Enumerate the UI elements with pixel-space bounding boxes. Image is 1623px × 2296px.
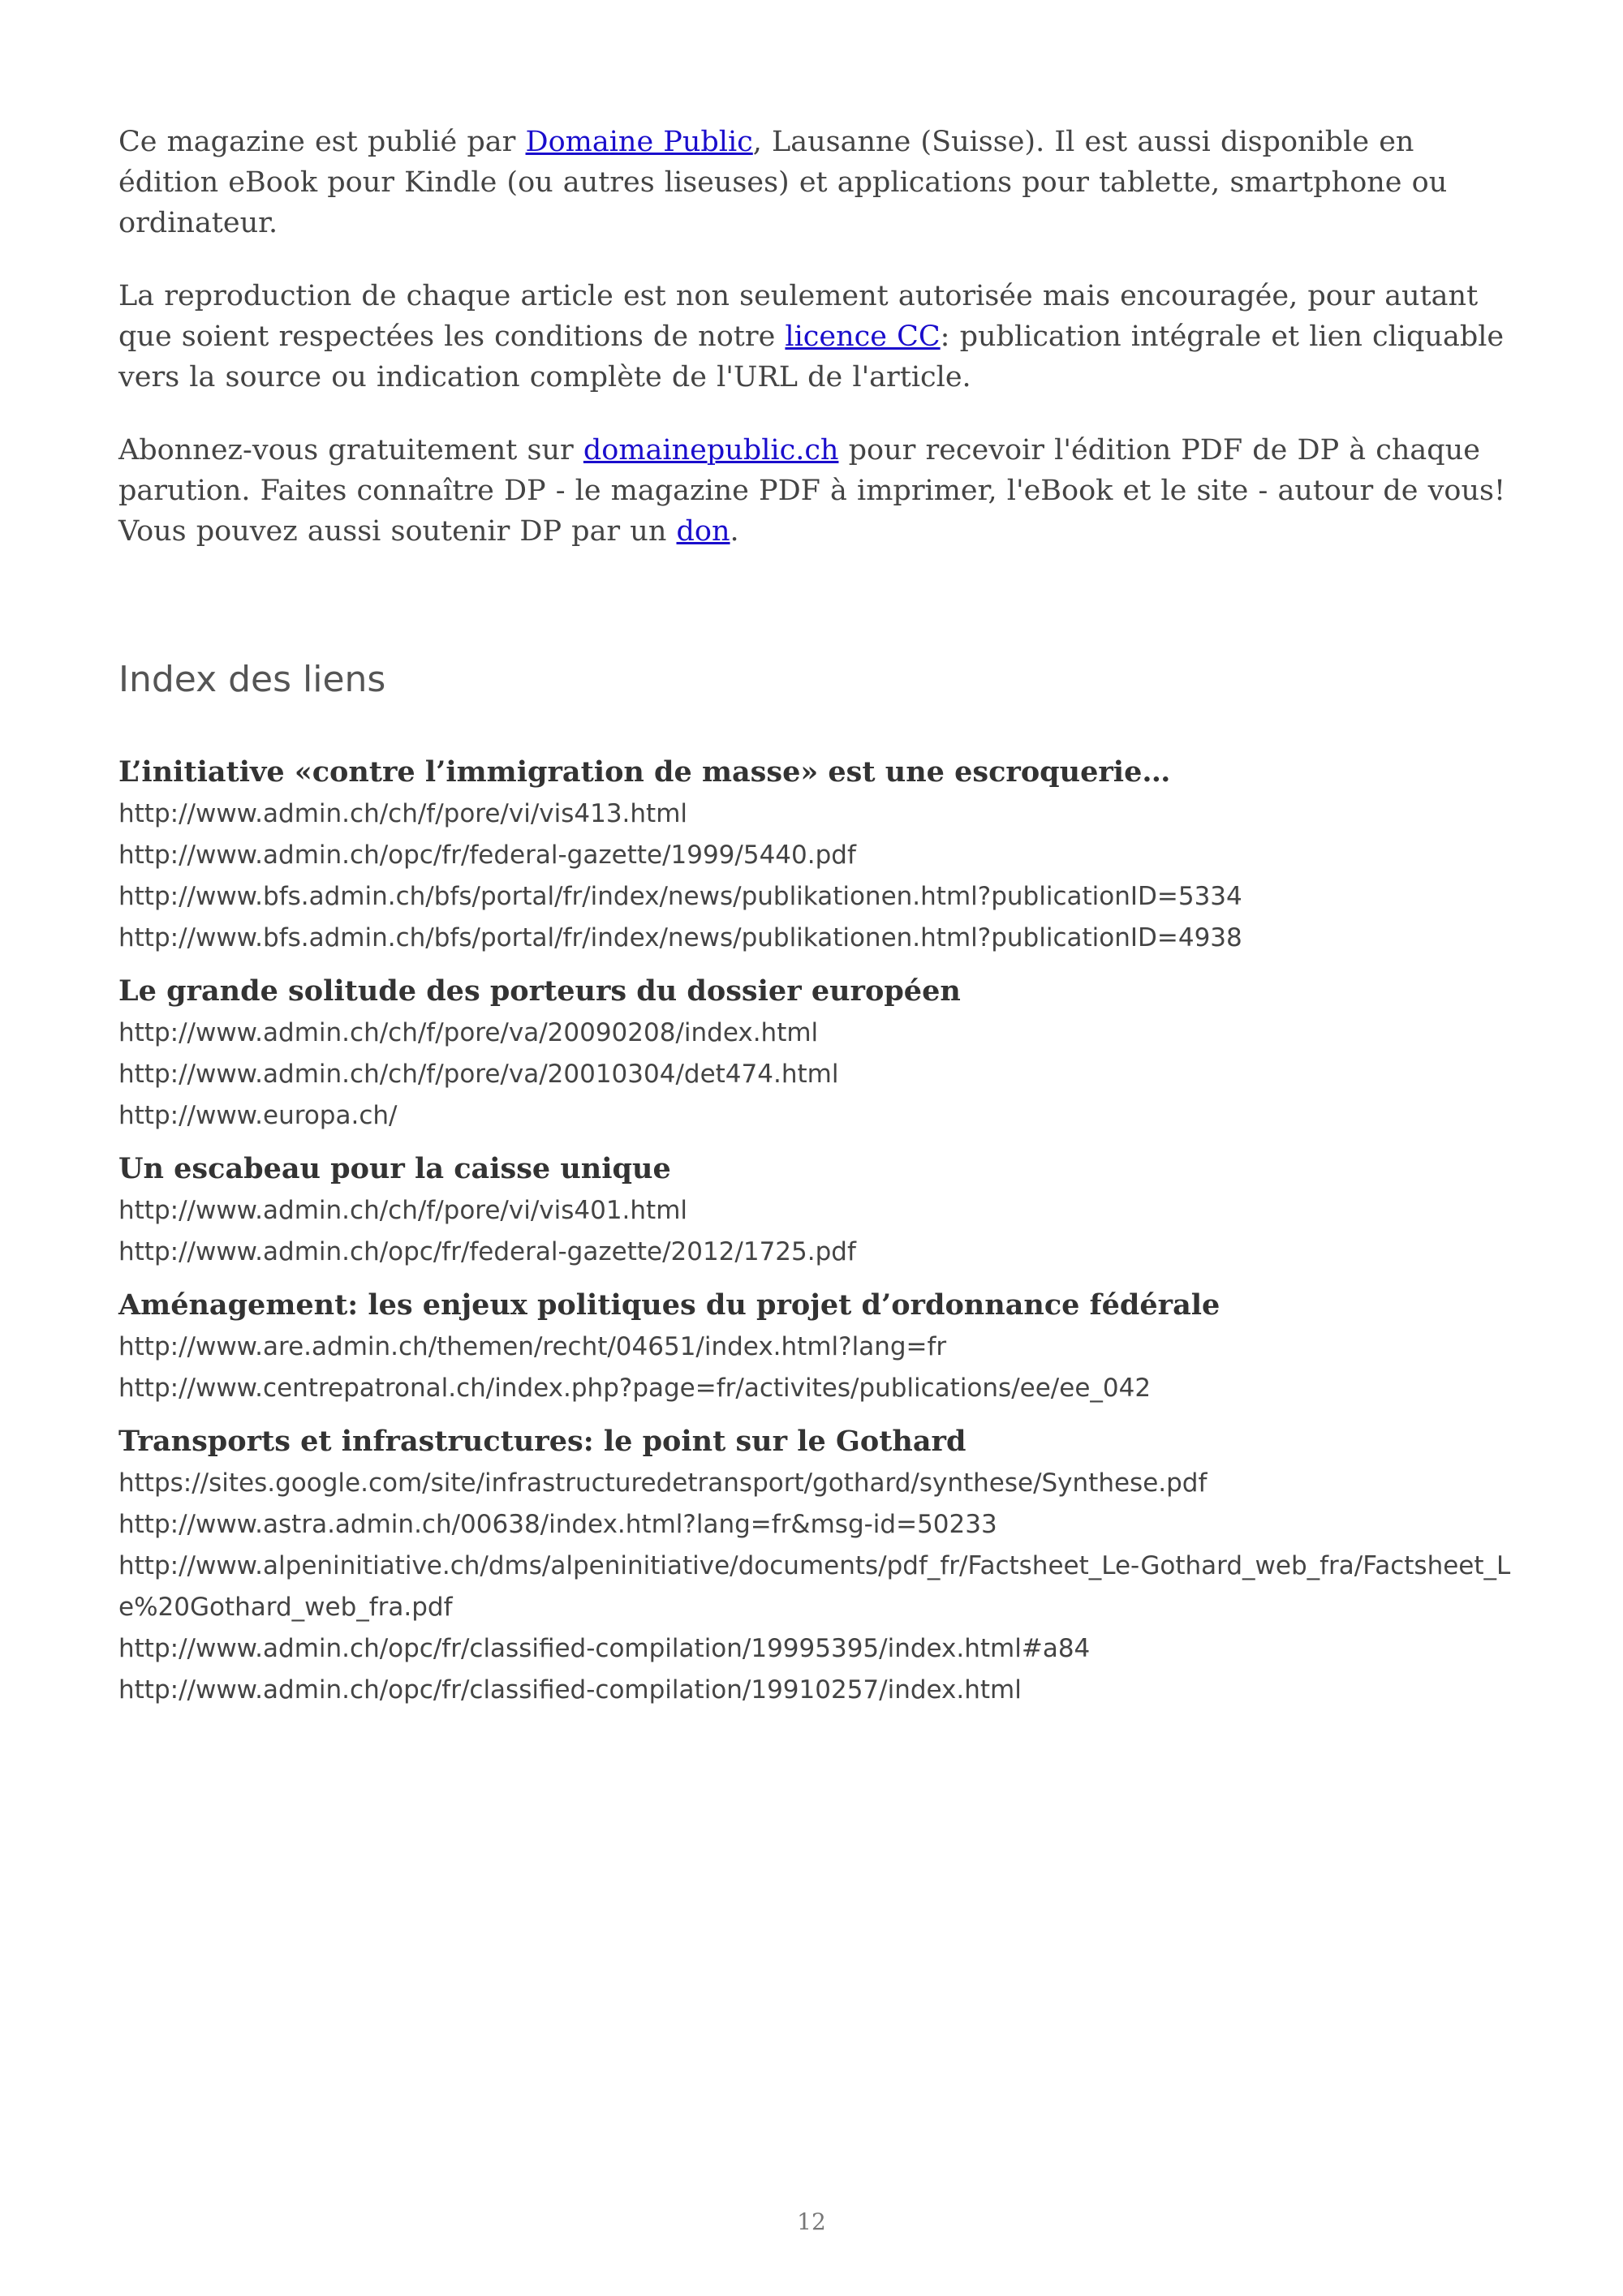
link-item[interactable]: http://www.admin.ch/opc/fr/classified-compilation/19910257/index.html [118,1675,1022,1705]
intro-paragraph-license [118,276,1514,398]
section-title: Transports et infrastructures: le point sur le Gothard [118,1425,966,1458]
link-item[interactable]: http://www.centrepatronal.ch/index.php?page=fr/activites/publications/ee/ee_042 [118,1374,1152,1403]
intro-p2-text-after: : publication intégrale et lien cliquable vers la source ou indication complète de l'URL de l'article. [118,320,1505,393]
intro-p3-text-after: . [730,515,739,548]
link-item[interactable]: http://www.admin.ch/ch/f/pore/vi/vis401.html [118,1196,688,1225]
index-section-2 [118,970,1514,1137]
domainepublic-link[interactable]: domainepublic.ch [583,434,839,467]
section-title: Aménagement: les enjeux politiques du projet d’ordonnance fédérale [118,1288,1220,1322]
intro-p3-text-before: Abonnez-vous gratuitement sur [118,434,583,467]
link-item[interactable]: http://www.admin.ch/opc/fr/federal-gazette/2012/1725.pdf [118,1237,856,1266]
intro-p2-text-before: La reproduction de chaque article est non seulement autorisée mais encouragée, pour autant que soient respectées les conditions de notre [118,280,1479,353]
link-item[interactable]: http://www.admin.ch/ch/f/pore/va/20090208/index.html [118,1018,819,1047]
page-number: 12 [797,2208,826,2235]
document-page [118,122,1514,1722]
index-section-1 [118,751,1514,959]
link-list [118,1463,1514,1711]
link-item[interactable]: http://www.bfs.admin.ch/bfs/portal/fr/index/news/publikationen.html?publicationID=5334 [118,882,1242,911]
link-item[interactable]: http://www.bfs.admin.ch/bfs/portal/fr/index/news/publikationen.html?publicationID=4938 [118,923,1242,952]
section-title: L’initiative «contre l’immigration de masse» est une escroquerie… [118,755,1171,789]
link-item[interactable]: https://sites.google.com/site/infrastructuredetransport/gothard/synthese/Synthese.pdf [118,1468,1208,1498]
index-section-3 [118,1148,1514,1273]
intro-paragraph-publisher [118,122,1514,243]
domaine-public-link[interactable]: Domaine Public [525,126,753,158]
link-item[interactable]: http://www.europa.ch/ [118,1101,398,1130]
licence-cc-link[interactable]: licence CC [785,320,941,353]
link-list [118,793,1514,959]
link-item[interactable]: http://www.astra.admin.ch/00638/index.html?lang=fr&msg-id=50233 [118,1510,997,1539]
index-section-5 [118,1421,1514,1711]
link-list [118,1013,1514,1137]
link-item[interactable]: http://www.admin.ch/opc/fr/classified-compilation/19995395/index.html#a84 [118,1634,1091,1663]
link-item[interactable]: http://www.are.admin.ch/themen/recht/04651/index.html?lang=fr [118,1332,947,1361]
index-section-4 [118,1284,1514,1409]
link-item[interactable]: http://www.alpeninitiative.ch/dms/alpeninitiative/documents/pdf_fr/Factsheet_Le-Gothard_web_fra/Factsheet_Le%20Gothard_web_fra.pdf [118,1551,1511,1622]
section-title: Le grande solitude des porteurs du dossier européen [118,974,961,1008]
link-item[interactable]: http://www.admin.ch/ch/f/pore/vi/vis413.html [118,799,688,828]
intro-p1-text-after: , Lausanne (Suisse). Il est aussi disponible en édition eBook pour Kindle (ou autres liseuses) et applications pour tablette, smartphone ou ordinateur. [118,126,1448,239]
link-list [118,1326,1514,1409]
link-item[interactable]: http://www.admin.ch/ch/f/pore/va/20010304/det474.html [118,1060,839,1089]
index-title: Index des liens [118,659,386,700]
link-list [118,1190,1514,1273]
intro-p3-text-middle: pour recevoir l'édition PDF de DP à chaque parution. Faites connaître DP - le magazine PDF à imprimer, l'eBook et le site - autour de vous! Vous pouvez aussi soutenir DP par un [118,434,1506,548]
don-link[interactable]: don [676,515,730,548]
section-title: Un escabeau pour la caisse unique [118,1152,671,1185]
index-sections [118,751,1514,1711]
intro-paragraph-subscribe [118,430,1514,552]
intro-p1-text-before: Ce magazine est publié par [118,126,526,158]
link-item[interactable]: http://www.admin.ch/opc/fr/federal-gazette/1999/5440.pdf [118,841,856,870]
